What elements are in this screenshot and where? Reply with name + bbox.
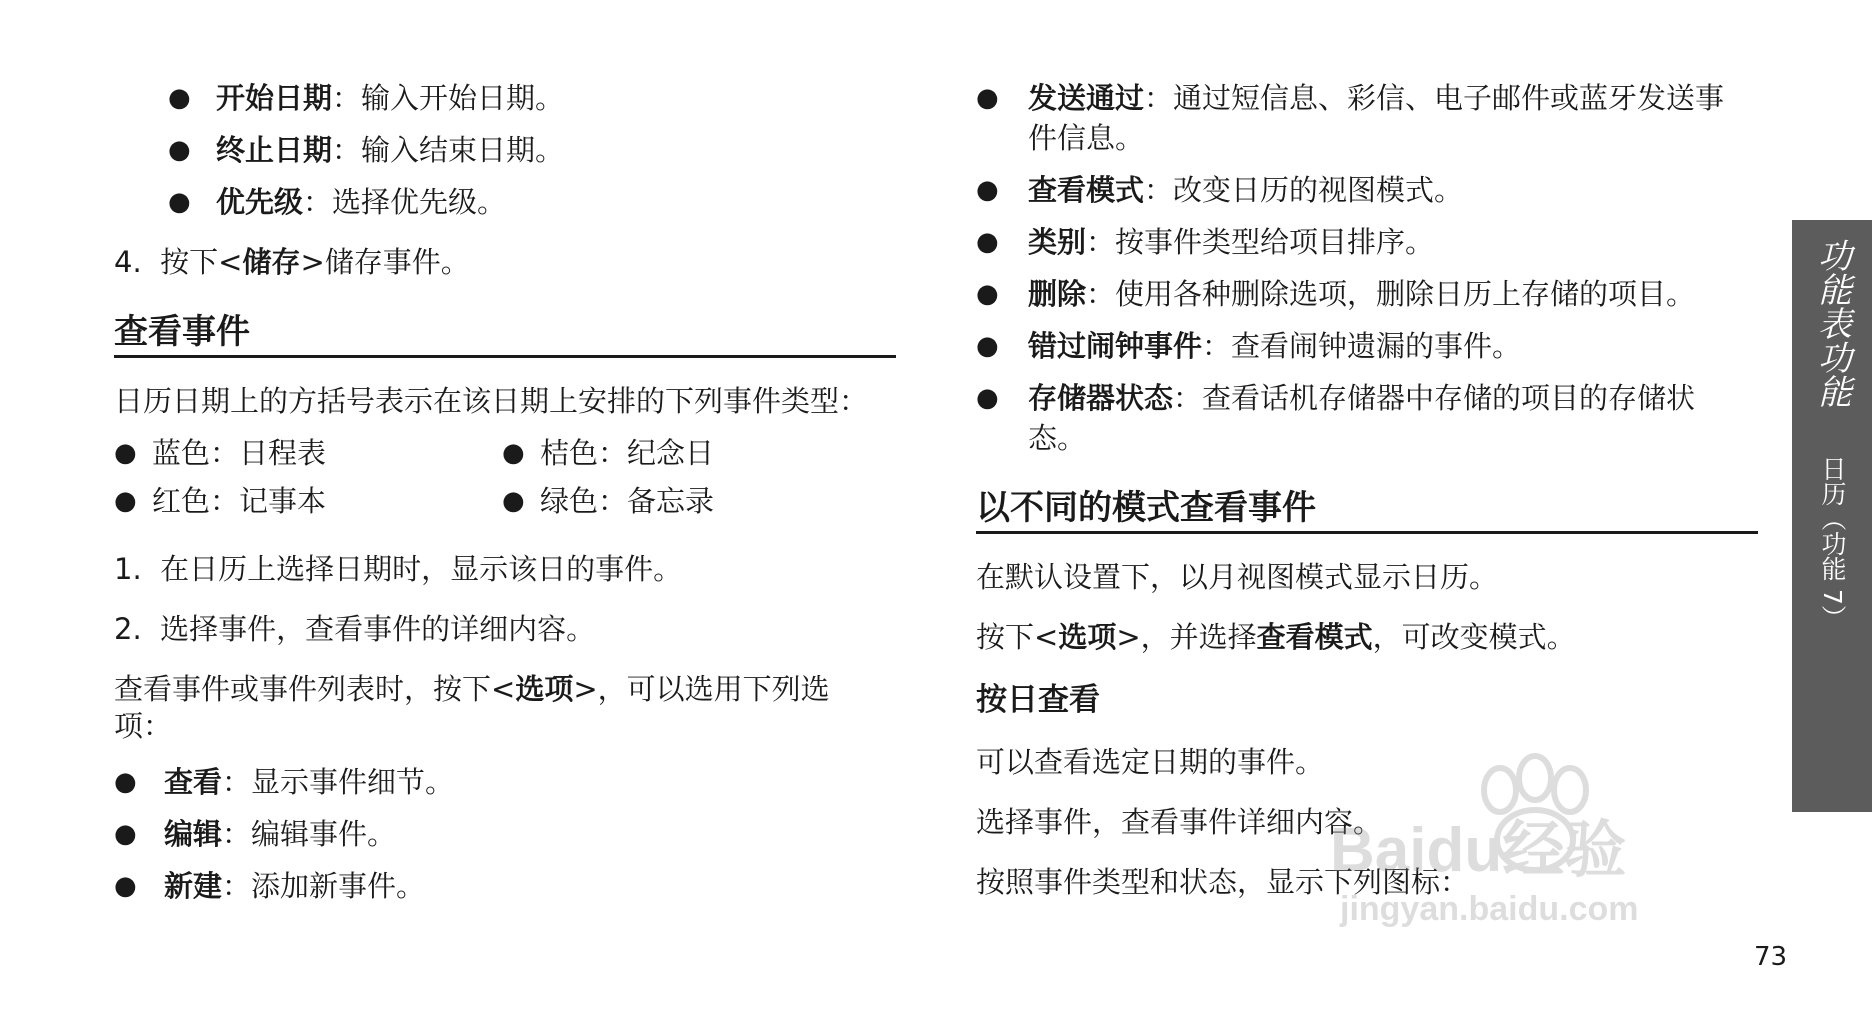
list-item-continuation: 件信息。: [1028, 121, 1145, 155]
baidu-watermark: [1330, 740, 1770, 940]
list-item: [1028, 170, 1463, 210]
step-text: 按下<: [160, 245, 243, 279]
step-number: 4.: [114, 245, 142, 279]
term: 删除: [1028, 277, 1087, 311]
step-text: 选择事件，查看事件的详细内容。: [160, 612, 596, 646]
chapter-subtitle: 日历（功能 7）: [1818, 456, 1847, 630]
bullet-icon: ●: [976, 383, 999, 413]
definition: ：显示事件细节。: [222, 765, 455, 799]
bullet-icon: ●: [976, 279, 999, 309]
list-item: [1028, 378, 1695, 418]
definition: ：查看闹钟遗漏的事件。: [1202, 329, 1522, 363]
step-text: >储存事件。: [300, 245, 470, 279]
bullet-icon: ●: [114, 486, 137, 516]
menu-term: 查看模式: [1256, 620, 1373, 654]
term: 发送通过: [1028, 81, 1145, 115]
paragraph-text: 查看事件或事件列表时，按下<: [114, 672, 516, 706]
options-paragraph-line2: 项：: [114, 709, 173, 743]
definition: ：使用各种删除选项，删除日历上存储的项目。: [1086, 277, 1696, 311]
definition: ：按事件类型给项目排序。: [1086, 225, 1435, 259]
definition: ：输入结束日期。: [332, 133, 565, 167]
list-item: [1028, 78, 1724, 118]
definition: ：编辑事件。: [222, 817, 397, 851]
step-2: [114, 609, 595, 649]
definition: ：输入开始日期。: [332, 81, 565, 115]
key-label: 储存: [242, 245, 301, 279]
list-item: [164, 866, 425, 906]
definition: ：通过短信息、彩信、电子邮件或蓝牙发送事: [1144, 81, 1725, 115]
chapter-tab: [1792, 220, 1872, 812]
term: 优先级: [216, 185, 304, 219]
step-4: [114, 242, 470, 282]
color-item: 蓝色：日程表: [152, 436, 327, 470]
step-1: [114, 549, 682, 589]
term: 新建: [164, 869, 223, 903]
term: 错过闹钟事件: [1028, 329, 1203, 363]
bullet-icon: ●: [976, 83, 999, 113]
definition: ：添加新事件。: [222, 869, 426, 903]
page-number: 73: [1754, 942, 1788, 972]
key-label: 选项: [515, 672, 574, 706]
paragraph: 按照事件类型和状态，显示下列图标：: [976, 865, 1470, 899]
bullet-icon: ●: [502, 486, 525, 516]
paragraph: [976, 617, 1576, 657]
list-item: [1028, 222, 1434, 262]
bullet-icon: ●: [976, 227, 999, 257]
heading-rule: [114, 355, 896, 358]
color-item: 桔色：纪念日: [540, 436, 715, 470]
watermark-url: jingyan.baidu.com: [1340, 890, 1639, 928]
definition: ：查看话机存储器中存储的项目的存储状: [1173, 381, 1696, 415]
list-item: [216, 78, 564, 118]
list-item: [164, 814, 396, 854]
list-item: [164, 762, 454, 802]
color-item: 绿色：备忘录: [540, 484, 715, 518]
paragraph-text: 按下<: [976, 620, 1059, 654]
list-item: [1028, 274, 1695, 314]
bullet-icon: ●: [976, 331, 999, 361]
step-text: 在日历上选择日期时，显示该日的事件。: [160, 552, 683, 586]
term: 查看模式: [1028, 173, 1145, 207]
color-item: 红色：记事本: [152, 484, 327, 518]
bullet-icon: ●: [168, 135, 191, 165]
paragraph-text: ，可改变模式。: [1372, 620, 1576, 654]
bullet-icon: ●: [976, 175, 999, 205]
paragraph-text: >，并选择: [1116, 620, 1257, 654]
list-item: [216, 130, 564, 170]
bullet-icon: ●: [114, 819, 137, 849]
definition: ：改变日历的视图模式。: [1144, 173, 1464, 207]
key-label: 选项: [1058, 620, 1117, 654]
chapter-title: 功能表功能: [1811, 238, 1852, 408]
list-item: [1028, 326, 1521, 366]
bullet-icon: ●: [502, 438, 525, 468]
list-item: [216, 182, 506, 222]
bullet-icon: ●: [168, 187, 191, 217]
section-heading: 查看事件: [114, 312, 250, 352]
bullet-icon: ●: [168, 83, 191, 113]
options-paragraph-line1: [114, 669, 830, 709]
bullet-icon: ●: [114, 871, 137, 901]
paragraph: 在默认设置下，以月视图模式显示日历。: [976, 560, 1499, 594]
bullet-icon: ●: [114, 438, 137, 468]
step-number: 2.: [114, 612, 142, 646]
section-heading: 以不同的模式查看事件: [976, 488, 1316, 528]
term: 编辑: [164, 817, 223, 851]
definition: ：选择优先级。: [303, 185, 507, 219]
heading-rule: [976, 531, 1758, 534]
intro-paragraph: 日历日期上的方括号表示在该日期上安排的下列事件类型：: [114, 384, 869, 418]
watermark-brand: Baidu经验: [1330, 816, 1627, 885]
term: 类别: [1028, 225, 1087, 259]
paragraph: 可以查看选定日期的事件。: [976, 745, 1325, 779]
term: 存储器状态: [1028, 381, 1174, 415]
bullet-icon: ●: [114, 767, 137, 797]
term: 开始日期: [216, 81, 333, 115]
subheading: 按日查看: [976, 682, 1100, 718]
term: 终止日期: [216, 133, 333, 167]
paragraph-text: >，可以选用下列选: [573, 672, 830, 706]
paragraph: 选择事件，查看事件详细内容。: [976, 805, 1383, 839]
step-number: 1.: [114, 552, 142, 586]
list-item-continuation: 态。: [1028, 421, 1087, 455]
chapter-tab-text: [1792, 220, 1872, 812]
term: 查看: [164, 765, 223, 799]
